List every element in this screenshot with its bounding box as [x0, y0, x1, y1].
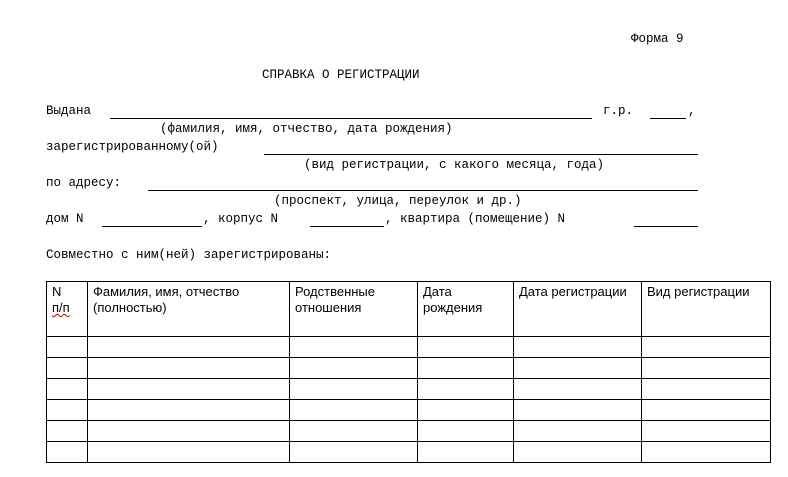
birth-year-line[interactable]	[650, 118, 686, 119]
table-row	[47, 442, 771, 463]
address-hint: (проспект, улица, переулок и др.)	[274, 194, 522, 208]
table-cell[interactable]	[290, 421, 418, 442]
table-cell[interactable]	[514, 379, 642, 400]
header-relation: Родственные отношения	[290, 282, 418, 337]
document-title: СПРАВКА О РЕГИСТРАЦИИ	[262, 68, 420, 82]
registration-line[interactable]	[264, 154, 698, 155]
cohabitants-table	[46, 281, 771, 463]
table-row	[47, 379, 771, 400]
table-cell[interactable]	[642, 337, 771, 358]
table-row	[47, 400, 771, 421]
house-label: дом N	[46, 212, 84, 226]
table-cell[interactable]	[290, 337, 418, 358]
table-row	[47, 421, 771, 442]
table-cell[interactable]	[514, 337, 642, 358]
table-cell[interactable]	[418, 379, 514, 400]
table-cell[interactable]	[47, 358, 88, 379]
header-birth-date: Дата рождения	[418, 282, 514, 337]
apartment-label: , квартира (помещение) N	[385, 212, 566, 226]
table-cell[interactable]	[88, 421, 290, 442]
header-number-line1: N	[52, 284, 62, 299]
table-cell[interactable]	[88, 358, 290, 379]
table-cell[interactable]	[642, 379, 771, 400]
table-cell[interactable]	[88, 337, 290, 358]
birth-year-label: г.р.	[603, 104, 634, 118]
registered-label: зарегистрированному(ой)	[46, 140, 219, 154]
table-cell[interactable]	[418, 337, 514, 358]
table-cell[interactable]	[418, 442, 514, 463]
table-cell[interactable]	[418, 400, 514, 421]
table-cell[interactable]	[514, 400, 642, 421]
table-cell[interactable]	[88, 442, 290, 463]
table-cell[interactable]	[514, 442, 642, 463]
table-cell[interactable]	[418, 421, 514, 442]
table-cell[interactable]	[642, 442, 771, 463]
issued-hint: (фамилия, имя, отчество, дата рождения)	[160, 122, 453, 136]
table-cell[interactable]	[642, 421, 771, 442]
apartment-line[interactable]	[634, 226, 698, 227]
header-registration-type: Вид регистрации	[642, 282, 771, 337]
table-cell[interactable]	[514, 358, 642, 379]
header-number	[47, 282, 88, 337]
header-registration-date: Дата регистрации	[514, 282, 642, 337]
house-line[interactable]	[102, 226, 202, 227]
table-cell[interactable]	[88, 379, 290, 400]
header-number-line2: п/п	[52, 300, 70, 315]
table-cell[interactable]	[642, 400, 771, 421]
birth-year-comma: ,	[688, 104, 696, 118]
table-cell[interactable]	[47, 379, 88, 400]
registration-hint: (вид регистрации, с какого месяца, года)	[304, 158, 605, 172]
cohabitants-label: Совместно с ним(ней) зарегистрированы:	[46, 248, 332, 262]
table-row	[47, 337, 771, 358]
issued-name-line[interactable]	[110, 118, 592, 119]
address-line[interactable]	[148, 190, 698, 191]
table-cell[interactable]	[290, 442, 418, 463]
table-cell[interactable]	[290, 379, 418, 400]
table-cell[interactable]	[47, 442, 88, 463]
table-cell[interactable]	[642, 358, 771, 379]
table-cell[interactable]	[290, 358, 418, 379]
form-number: Форма 9	[631, 32, 684, 46]
table-cell[interactable]	[290, 400, 418, 421]
table-cell[interactable]	[418, 358, 514, 379]
address-label: по адресу:	[46, 176, 122, 190]
issued-label: Выдана	[46, 104, 92, 118]
table-row	[47, 358, 771, 379]
building-label: , корпус N	[203, 212, 279, 226]
building-line[interactable]	[310, 226, 384, 227]
table-cell[interactable]	[47, 337, 88, 358]
table-body	[47, 337, 771, 463]
table-header-row	[47, 282, 771, 337]
table-cell[interactable]	[47, 421, 88, 442]
header-full-name: Фамилия, имя, отчество (полностью)	[88, 282, 290, 337]
table-cell[interactable]	[514, 421, 642, 442]
table-cell[interactable]	[47, 400, 88, 421]
table-cell[interactable]	[88, 400, 290, 421]
